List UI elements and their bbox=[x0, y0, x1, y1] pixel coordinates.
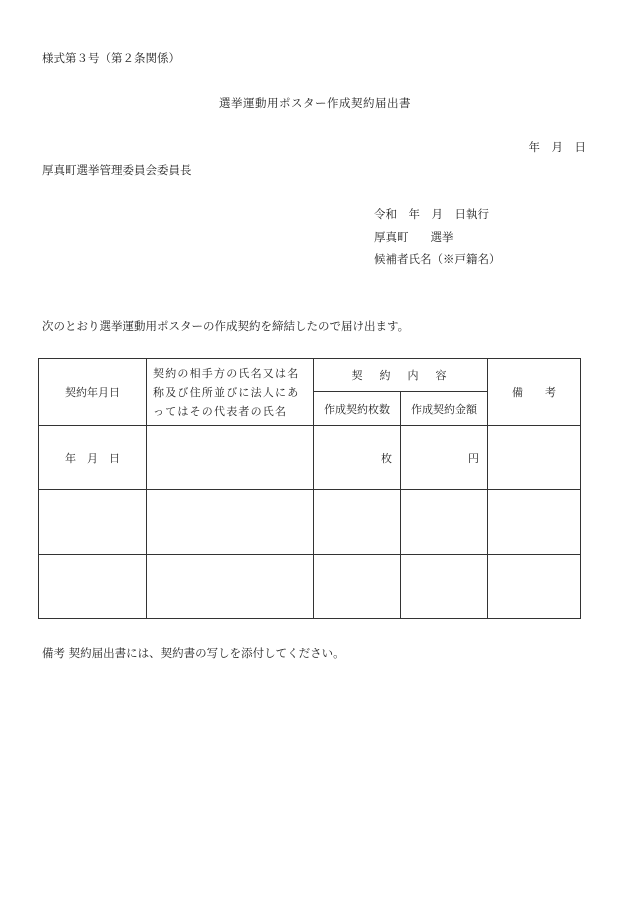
row-contract-amount bbox=[401, 555, 488, 619]
election-name-line bbox=[374, 229, 454, 245]
table-row bbox=[39, 426, 581, 490]
row-contract-date: 年 月 日 bbox=[39, 426, 147, 490]
header-contract-party: 契約の相手方の氏名又は名称及び住所並びに法人にあってはその代表者の氏名 bbox=[147, 359, 314, 426]
row-contract-amount bbox=[401, 490, 488, 555]
row-sheet-count bbox=[314, 490, 401, 555]
row-remarks bbox=[488, 426, 581, 490]
row-sheet-count: 枚 bbox=[314, 426, 401, 490]
row-contract-party bbox=[147, 490, 314, 555]
election-date-line: 令和 年 月 日執行 bbox=[374, 207, 489, 221]
contract-table bbox=[38, 358, 581, 619]
candidate-name-line: 候補者氏名（※戸籍名） bbox=[374, 252, 501, 266]
row-sheet-count bbox=[314, 555, 401, 619]
table-row bbox=[39, 555, 581, 619]
header-contract-date: 契約年月日 bbox=[39, 359, 147, 426]
row-contract-amount: 円 bbox=[401, 426, 488, 490]
table-row bbox=[39, 490, 581, 555]
row-contract-date bbox=[39, 490, 147, 555]
header-contract-details: 契 約 内 容 bbox=[314, 359, 488, 392]
submission-date-line: 年 月 日 bbox=[528, 140, 586, 154]
row-contract-date bbox=[39, 555, 147, 619]
addressee: 厚真町選挙管理委員会委員長 bbox=[42, 163, 192, 177]
intro-statement: 次のとおり選挙運動用ポスターの作成契約を締結したので届け出ます。 bbox=[42, 319, 410, 333]
row-contract-party bbox=[147, 426, 314, 490]
election-town: 厚真町 bbox=[374, 230, 409, 244]
row-remarks bbox=[488, 555, 581, 619]
row-remarks bbox=[488, 490, 581, 555]
header-sheet-count: 作成契約枚数 bbox=[314, 392, 401, 426]
election-suffix: 選挙 bbox=[430, 230, 454, 244]
form-number: 様式第３号（第２条関係） bbox=[42, 51, 180, 65]
header-remarks: 備 考 bbox=[488, 359, 581, 426]
row-contract-party bbox=[147, 555, 314, 619]
document-title: 選挙運動用ポスター作成契約届出書 bbox=[219, 96, 411, 110]
header-contract-amount: 作成契約金額 bbox=[401, 392, 488, 426]
remarks-note: 備考 契約届出書には、契約書の写しを添付してください。 bbox=[42, 646, 345, 660]
